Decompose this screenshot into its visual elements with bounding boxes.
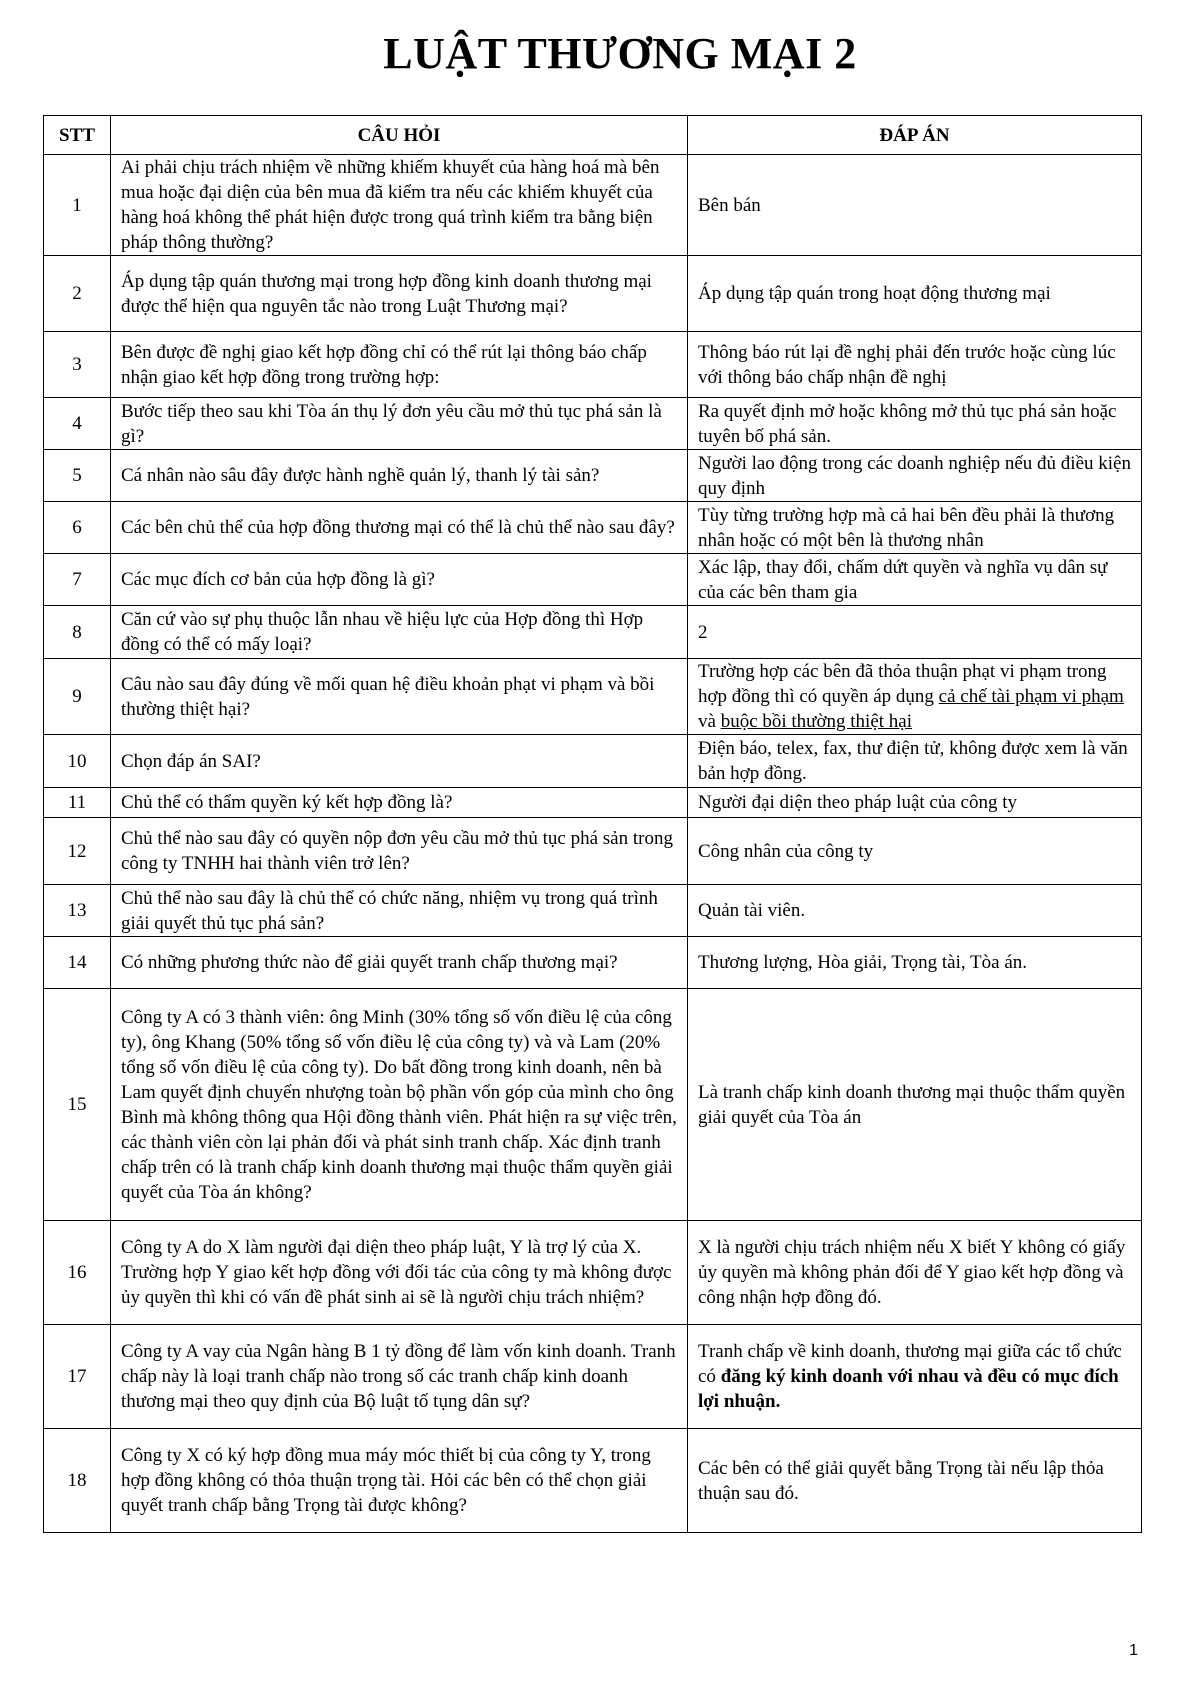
row-question: Áp dụng tập quán thương mại trong hợp đồng kinh doanh thương mại được thể hiện qua nguyên tắc nào trong Luật Thương mại? (111, 256, 688, 332)
row-answer (688, 659, 1142, 735)
table-header-row (44, 116, 1142, 155)
table-row (44, 1325, 1142, 1429)
row-stt: 1 (44, 155, 111, 256)
table-row (44, 398, 1142, 450)
table-row (44, 659, 1142, 735)
row-stt: 7 (44, 554, 111, 606)
table-row (44, 502, 1142, 554)
answer-underlined-text: cả chế tài phạm vi phạm (938, 686, 1124, 707)
row-answer: Bên bán (688, 155, 1142, 256)
row-stt: 3 (44, 332, 111, 398)
table-row (44, 155, 1142, 256)
row-question: Bên được đề nghị giao kết hợp đồng chỉ có thể rút lại thông báo chấp nhận giao kết hợp đồng trong trường hợp: (111, 332, 688, 398)
row-stt: 17 (44, 1325, 111, 1429)
row-stt: 16 (44, 1221, 111, 1325)
table-row (44, 1429, 1142, 1533)
row-answer: Tùy từng trường hợp mà cả hai bên đều phải là thương nhân hoặc có một bên là thương nhân (688, 502, 1142, 554)
row-answer: X là người chịu trách nhiệm nếu X biết Y không có giấy ủy quyền mà không phản đối để Y giao kết hợp đồng và công nhận hợp đồng đó. (688, 1221, 1142, 1325)
row-question: Công ty A do X làm người đại diện theo pháp luật, Y là trợ lý của X. Trường hợp Y giao kết hợp đồng với đối tác của công ty mà không được ủy quyền thì khi có vấn đề phát sinh ai sẽ là người chịu trách nhiệm? (111, 1221, 688, 1325)
row-stt: 2 (44, 256, 111, 332)
row-question: Công ty X có ký hợp đồng mua máy móc thiết bị của công ty Y, trong hợp đồng không có thỏa thuận trọng tài. Hỏi các bên có thể chọn giải quyết tranh chấp bằng Trọng tài được không? (111, 1429, 688, 1533)
page-number: 1 (1129, 1642, 1138, 1659)
answer-underlined-text: buộc bồi thường thiệt hại (720, 711, 913, 732)
answer-text: Tranh chấp về kinh doanh, thương mại giữa các tổ chức có (698, 1341, 1122, 1387)
row-stt: 13 (44, 885, 111, 937)
table-row (44, 937, 1142, 989)
row-question: Chủ thể nào sau đây có quyền nộp đơn yêu cầu mở thủ tục phá sản trong công ty TNHH hai thành viên trở lên? (111, 818, 688, 885)
row-question: Căn cứ vào sự phụ thuộc lẫn nhau về hiệu lực của Hợp đồng thì Hợp đồng có thể có mấy loại? (111, 606, 688, 659)
answer-bold-text: đăng ký kinh doanh với nhau và đều có mục đích lợi nhuận. (698, 1366, 1119, 1412)
row-question: Có những phương thức nào để giải quyết tranh chấp thương mại? (111, 937, 688, 989)
row-answer: Áp dụng tập quán trong hoạt động thương mại (688, 256, 1142, 332)
table-row (44, 989, 1142, 1221)
row-stt: 5 (44, 450, 111, 502)
header-answer: ĐÁP ÁN (688, 116, 1142, 155)
row-question: Chọn đáp án SAI? (111, 735, 688, 788)
table-row (44, 735, 1142, 788)
row-question: Cá nhân nào sâu đây được hành nghề quản lý, thanh lý tài sản? (111, 450, 688, 502)
row-answer: Thương lượng, Hòa giải, Trọng tài, Tòa án. (688, 937, 1142, 989)
row-stt: 18 (44, 1429, 111, 1533)
row-answer: Thông báo rút lại đề nghị phải đến trước hoặc cùng lúc với thông báo chấp nhận đề nghị (688, 332, 1142, 398)
row-question: Các bên chủ thể của hợp đồng thương mại có thể là chủ thể nào sau đây? (111, 502, 688, 554)
answer-text: và (698, 711, 721, 732)
row-stt: 10 (44, 735, 111, 788)
row-question: Công ty A có 3 thành viên: ông Minh (30% tổng số vốn điều lệ của công ty), ông Khang (50% tổng số vốn điều lệ của công ty) và và Lam (20% tổng số vốn điều lệ của công ty). Do bất đồng trong kinh doanh, nên bà Lam quyết định chuyển nhượng toàn bộ phần vốn góp của mình cho ông Bình mà không thông qua Hội đồng thành viên. Phát hiện ra sự việc trên, các thành viên còn lại phản đối và phát sinh tranh chấp. Xác định tranh chấp trên có là tranh chấp kinh doanh thương mại thuộc thẩm quyền giải quyết của Tòa án không? (111, 989, 688, 1221)
header-stt: STT (44, 116, 111, 155)
table-row (44, 450, 1142, 502)
row-answer: Quản tài viên. (688, 885, 1142, 937)
row-question: Câu nào sau đây đúng về mối quan hệ điều khoản phạt vi phạm và bồi thường thiệt hại? (111, 659, 688, 735)
row-stt: 14 (44, 937, 111, 989)
row-question: Công ty A vay của Ngân hàng B 1 tỷ đồng để làm vốn kinh doanh. Tranh chấp này là loại tranh chấp nào trong số các tranh chấp kinh doanh thương mại theo quy định của Bộ luật tố tụng dân sự? (111, 1325, 688, 1429)
row-answer: Là tranh chấp kinh doanh thương mại thuộc thẩm quyền giải quyết của Tòa án (688, 989, 1142, 1221)
row-question: Bước tiếp theo sau khi Tòa án thụ lý đơn yêu cầu mở thủ tục phá sản là gì? (111, 398, 688, 450)
table-row (44, 554, 1142, 606)
row-stt: 4 (44, 398, 111, 450)
document-title: LUẬT THƯƠNG MẠI 2 (383, 29, 857, 78)
row-answer: Các bên có thể giải quyết bằng Trọng tài nếu lập thỏa thuận sau đó. (688, 1429, 1142, 1533)
table-row (44, 606, 1142, 659)
row-question: Ai phải chịu trách nhiệm về những khiếm khuyết của hàng hoá mà bên mua hoặc đại diện của bên mua đã kiểm tra nếu các khiếm khuyết của hàng hoá không thể phát hiện được trong quá trình kiểm tra bằng biện pháp thông thường? (111, 155, 688, 256)
row-stt: 8 (44, 606, 111, 659)
row-answer: Ra quyết định mở hoặc không mở thủ tục phá sản hoặc tuyên bố phá sản. (688, 398, 1142, 450)
row-answer: Người đại diện theo pháp luật của công ty (688, 788, 1142, 818)
qa-table (43, 115, 1142, 1533)
row-stt: 9 (44, 659, 111, 735)
row-answer: 2 (688, 606, 1142, 659)
row-question: Các mục đích cơ bản của hợp đồng là gì? (111, 554, 688, 606)
table-row (44, 1221, 1142, 1325)
row-question: Chủ thể nào sau đây là chủ thể có chức năng, nhiệm vụ trong quá trình giải quyết thủ tục phá sản? (111, 885, 688, 937)
row-answer (688, 1325, 1142, 1429)
header-question: CÂU HỎI (111, 116, 688, 155)
table-row (44, 818, 1142, 885)
row-question: Chủ thể có thẩm quyền ký kết hợp đồng là? (111, 788, 688, 818)
row-stt: 15 (44, 989, 111, 1221)
row-stt: 12 (44, 818, 111, 885)
row-answer: Điện báo, telex, fax, thư điện tử, không được xem là văn bản hợp đồng. (688, 735, 1142, 788)
row-answer: Người lao động trong các doanh nghiệp nếu đủ điều kiện quy định (688, 450, 1142, 502)
row-stt: 6 (44, 502, 111, 554)
row-answer: Xác lập, thay đổi, chấm dứt quyền và nghĩa vụ dân sự của các bên tham gia (688, 554, 1142, 606)
row-answer: Công nhân của công ty (688, 818, 1142, 885)
row-stt: 11 (44, 788, 111, 818)
table-row (44, 885, 1142, 937)
table-row (44, 256, 1142, 332)
answer-text: Trường hợp các bên đã thỏa thuận phạt vi phạm trong hợp đồng thì có quyền áp dụng (698, 661, 1107, 707)
table-row (44, 332, 1142, 398)
table-row (44, 788, 1142, 818)
